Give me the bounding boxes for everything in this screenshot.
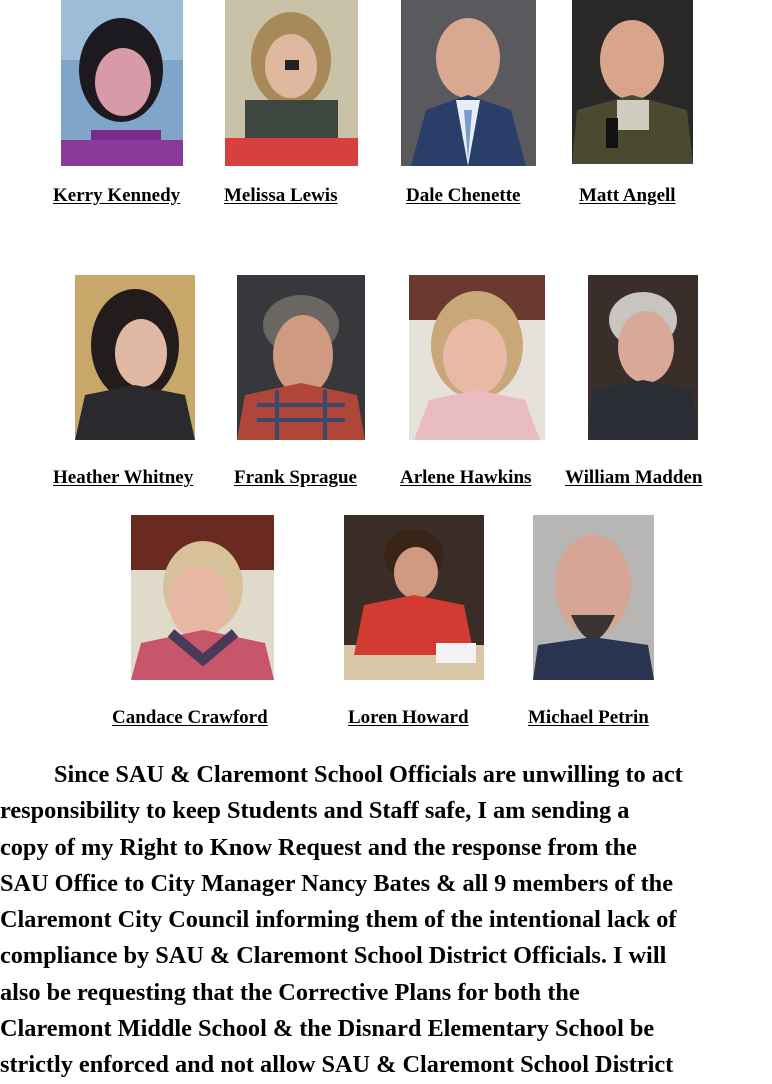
dale-chenette-photo (401, 0, 536, 166)
person-name-kerry-kennedy: Kerry Kennedy (53, 185, 181, 206)
body-line: strictly enforced and not allow SAU & Claremont School District (0, 1051, 674, 1079)
william-madden-photo (588, 275, 698, 440)
body-line: copy of my Right to Know Request and the response from the (0, 833, 637, 861)
person-name-candace-crawford: Candace Crawford (112, 707, 268, 728)
michael-petrin-photo (533, 515, 654, 680)
body-line: SAU Office to City Manager Nancy Bates & all 9 members of the (0, 869, 673, 897)
person-name-melissa-lewis: Melissa Lewis (224, 185, 338, 206)
melissa-lewis-photo (225, 0, 358, 166)
kerry-kennedy-photo (61, 0, 183, 166)
body-line: responsibility to keep Students and Staff safe, I am sending a (0, 797, 630, 825)
person-name-matt-angell: Matt Angell (579, 185, 676, 206)
person-name-arlene-hawkins: Arlene Hawkins (400, 467, 532, 488)
candace-crawford-photo (131, 515, 274, 680)
body-line: Claremont City Council informing them of the intentional lack of (0, 906, 677, 934)
body-line: also be requesting that the Corrective Plans for both the (0, 978, 580, 1006)
body-line: compliance by SAU & Claremont School District Officials. I will (0, 942, 667, 970)
person-name-michael-petrin: Michael Petrin (528, 707, 649, 728)
loren-howard-photo (344, 515, 484, 680)
person-name-heather-whitney: Heather Whitney (53, 467, 194, 488)
body-line: Since SAU & Claremont School Officials are unwilling to act (54, 761, 683, 788)
matt-angell-photo (572, 0, 693, 164)
person-name-william-madden: William Madden (565, 467, 703, 488)
body-paragraph (0, 757, 772, 1084)
person-name-loren-howard: Loren Howard (348, 707, 469, 728)
arlene-hawkins-photo (409, 275, 545, 440)
body-line: Claremont Middle School & the Disnard Elementary School be (0, 1015, 655, 1043)
heather-whitney-photo (75, 275, 195, 440)
person-name-dale-chenette: Dale Chenette (406, 185, 521, 206)
frank-sprague-photo (237, 275, 365, 440)
person-name-frank-sprague: Frank Sprague (234, 467, 357, 488)
